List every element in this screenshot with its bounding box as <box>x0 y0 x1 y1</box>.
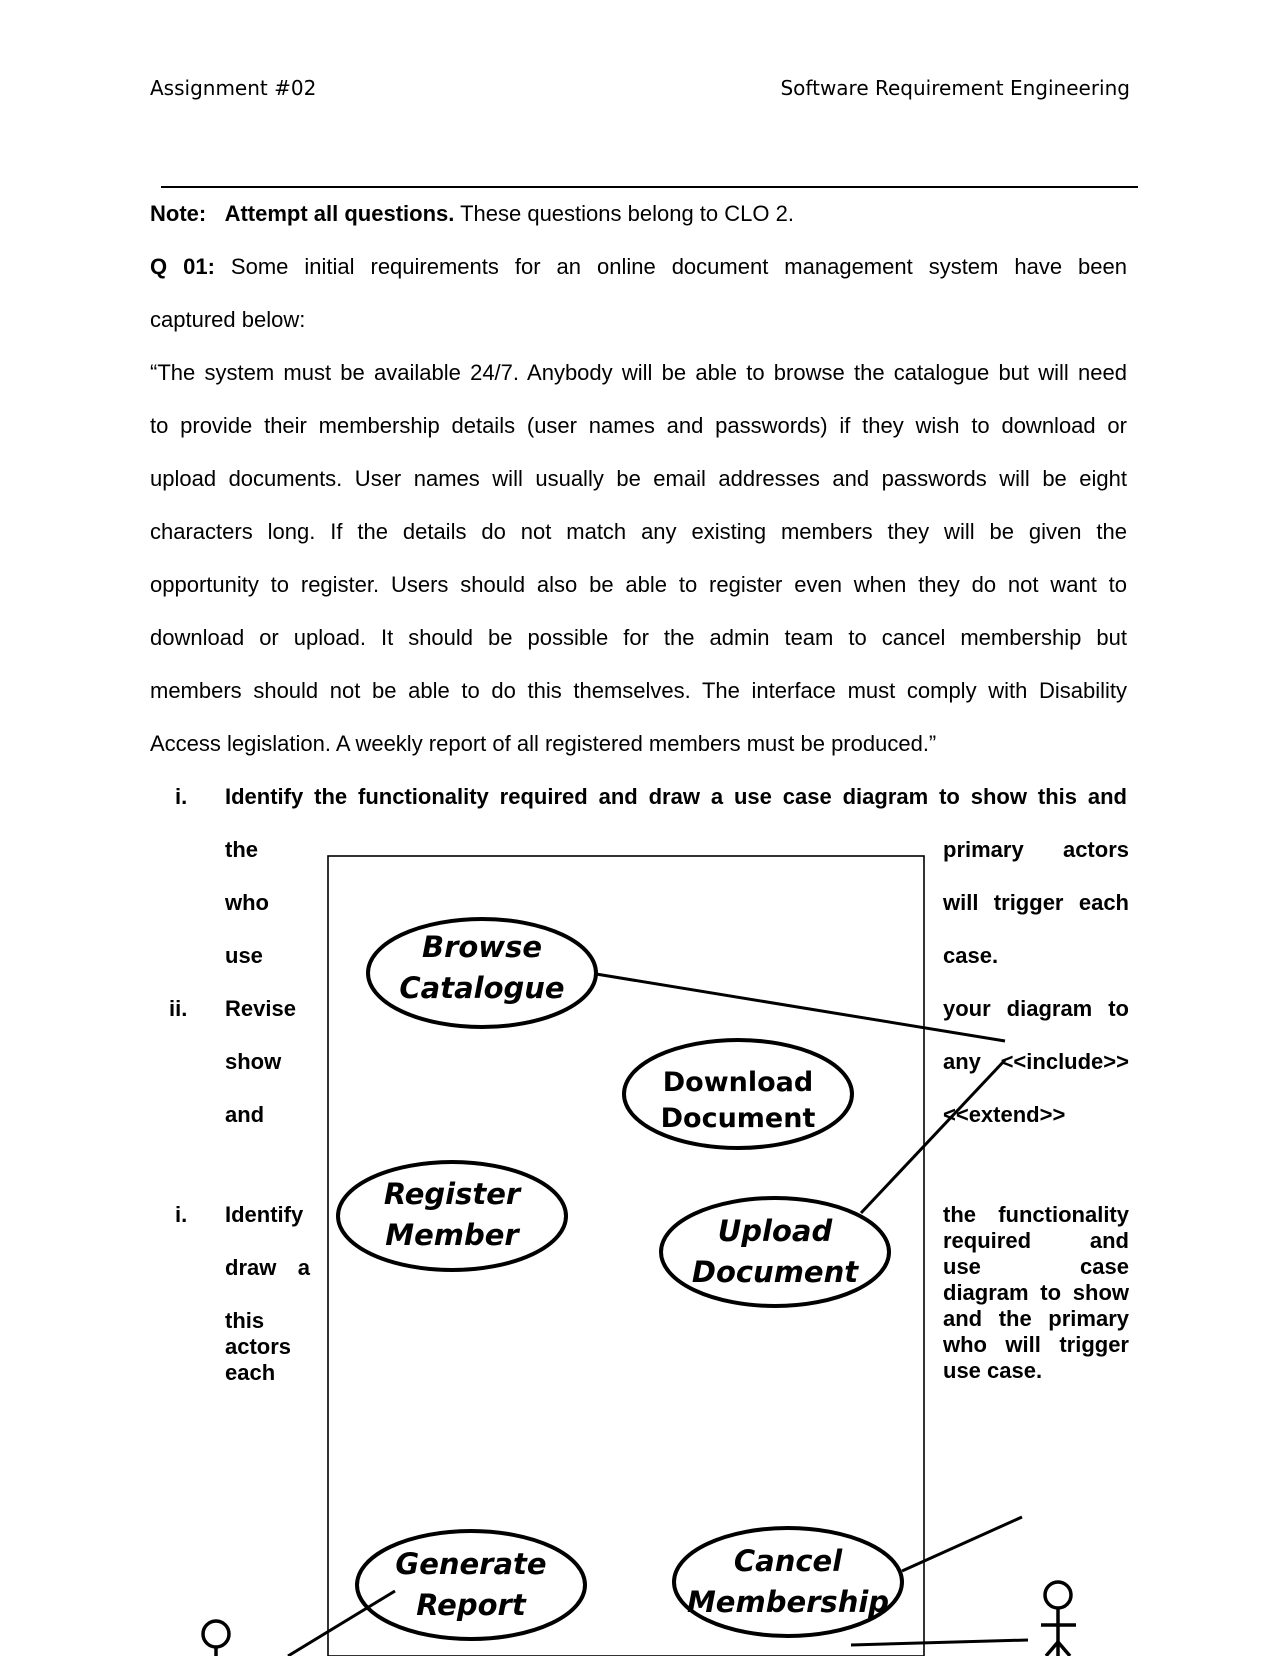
quote-line: Access legislation. A weekly report of all registered members must be produced.” <box>150 731 937 756</box>
item-i-left: who <box>225 890 269 915</box>
use-case-register <box>338 1162 566 1270</box>
item-ii-right: any <<include>> <box>943 1049 1129 1074</box>
use-case-label: Upload <box>717 1214 833 1248</box>
item-i-right: case. <box>943 943 999 968</box>
quote-line: “The system must be available 24/7. Anybody will be able to browse the catalogue but will need <box>150 360 1127 385</box>
quote-line: characters long. If the details do not match any existing members they will be given the <box>150 519 1127 544</box>
note-bold: Attempt all questions. <box>224 201 455 226</box>
use-case-upload <box>661 1198 889 1306</box>
use-case-label: Generate <box>395 1547 547 1581</box>
association-line <box>851 1640 1028 1645</box>
quote-line: members should not be able to do this themselves. The interface must comply with Disability <box>150 678 1127 703</box>
use-case-download <box>624 1040 852 1148</box>
item-i-left: use <box>225 943 263 968</box>
item-i2-left: each <box>225 1360 276 1385</box>
association-line <box>288 1591 395 1656</box>
use-case-label: Cancel <box>733 1544 843 1578</box>
use-case-browse <box>368 919 596 1027</box>
item-i2-right: the functionality <box>943 1202 1129 1227</box>
item-i2-right: use case <box>943 1254 1129 1279</box>
actor-icon-right <box>1041 1582 1076 1656</box>
item-ii-right: your diagram to <box>943 996 1129 1021</box>
header-right: Software Requirement Engineering <box>780 76 1130 100</box>
item-ii-left: show <box>225 1049 282 1074</box>
quote-line: opportunity to register. Users should also be able to register even when they do not want to <box>150 572 1127 597</box>
item-i2-right: use case. <box>943 1358 1043 1383</box>
item-i2-right: who will trigger <box>943 1332 1129 1357</box>
header-left: Assignment #02 <box>150 76 317 100</box>
item-ii-left: Revise <box>225 996 296 1021</box>
item-i-marker: i. <box>175 784 188 809</box>
use-case-label: Member <box>385 1218 519 1252</box>
use-case-label: Document <box>660 1103 816 1134</box>
item-ii-marker: ii. <box>169 996 188 1021</box>
use-case-label: Download <box>662 1067 814 1098</box>
use-case-label: Register <box>383 1177 521 1211</box>
item-i-right: will trigger each <box>943 890 1129 915</box>
item-i2-marker: i. <box>175 1202 188 1227</box>
item-i2-right: required and <box>943 1228 1129 1253</box>
question-line-2: captured below: <box>150 307 306 332</box>
use-case-label: Catalogue <box>399 971 565 1005</box>
item-i2-left: actors <box>225 1334 292 1359</box>
actor-icon-left <box>203 1621 229 1656</box>
item-i2-left: draw a <box>225 1255 310 1280</box>
item-i-left: the <box>225 837 258 862</box>
item-i2-right: and the primary <box>943 1306 1129 1331</box>
question-label: Q 01: <box>150 254 215 279</box>
item-i2-left: Identify <box>225 1202 304 1227</box>
item-i2-left: this <box>225 1308 265 1333</box>
use-case-label: Browse <box>421 930 543 964</box>
note-rest: These questions belong to CLO 2. <box>460 201 794 226</box>
item-i-line1: Identify the functionality required and draw a use case diagram to show this and <box>225 784 1127 809</box>
use-case-label: Membership <box>686 1585 890 1619</box>
association-line <box>861 1060 1005 1213</box>
question-intro-1: Some initial requirements for an online document management system have been <box>230 254 1127 279</box>
use-case-label: Document <box>691 1255 859 1289</box>
use-case-cancel <box>674 1528 902 1636</box>
quote-line: to provide their membership details (user names and passwords) if they wish to download or <box>150 413 1127 438</box>
use-case-label: Report <box>416 1588 526 1622</box>
quote-line: download or upload. It should be possible for the admin team to cancel membership but <box>150 625 1127 650</box>
item-ii-right: <<extend>> <box>943 1102 1066 1127</box>
use-case-report <box>357 1531 585 1639</box>
item-i-right: primary actors <box>943 837 1129 862</box>
association-line <box>902 1517 1022 1571</box>
note-label: Note: <box>150 201 207 226</box>
item-ii-left: and <box>225 1102 265 1127</box>
association-line <box>596 974 1005 1041</box>
item-i2-right: diagram to show <box>943 1280 1129 1305</box>
quote-line: upload documents. User names will usually be email addresses and passwords will be eight <box>150 466 1127 491</box>
